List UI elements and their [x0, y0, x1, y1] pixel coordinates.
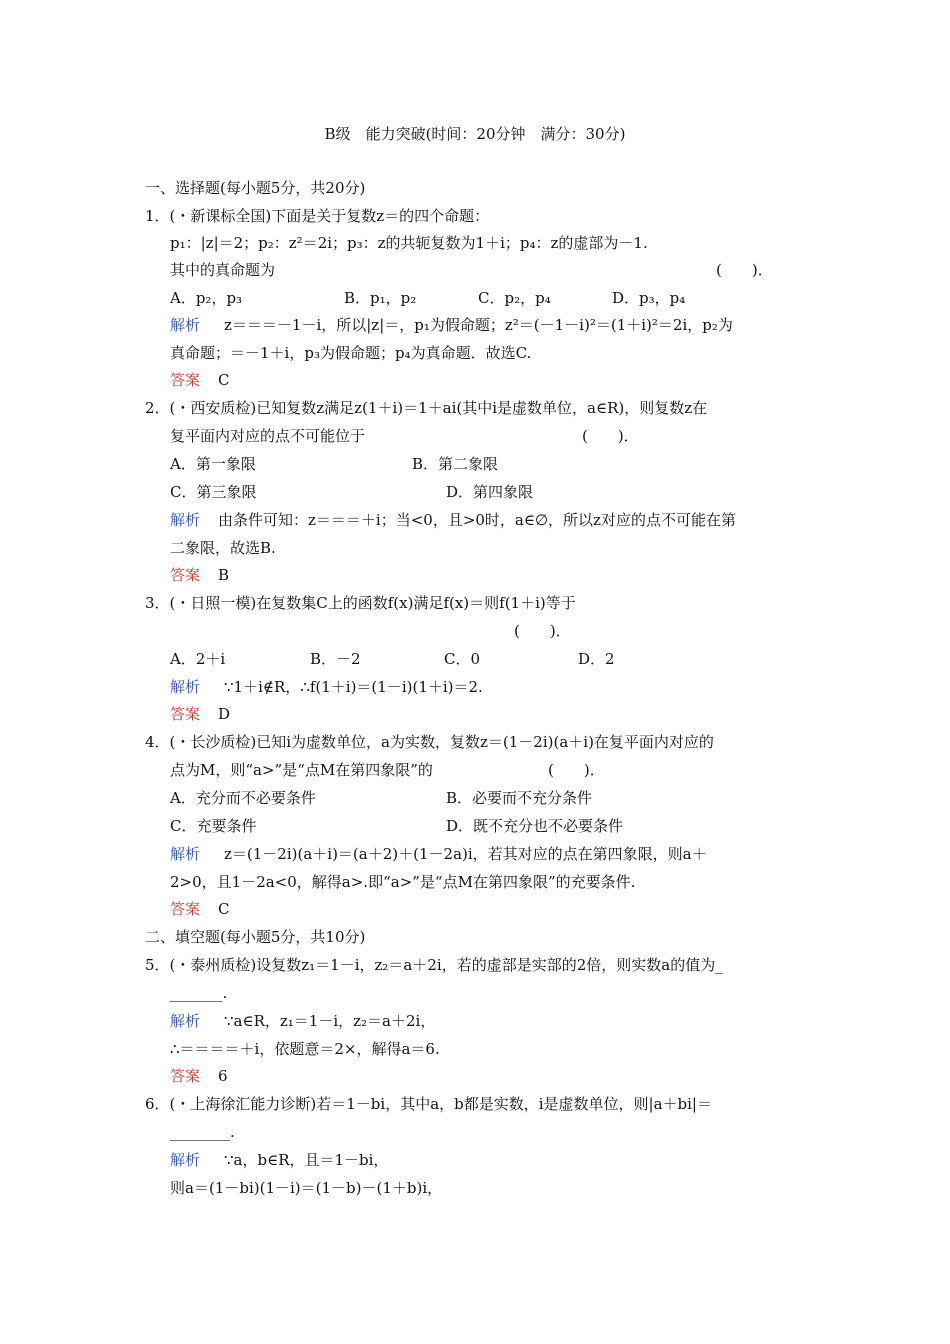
- q5-analysis-line2: ∴＝＝＝＝＋i，依题意＝2×，解得a＝6.: [170, 1040, 440, 1058]
- q1-answer-label: 答案: [170, 371, 201, 389]
- q5-answer: 6: [218, 1067, 228, 1085]
- q5-stem-line1: 5．(・泰州质检)设复数z₁＝1－i，z₂＝a＋2i，若的虚部是实部的2倍，则实数a的值为_: [145, 956, 723, 974]
- q2-answer-label: 答案: [170, 566, 201, 584]
- q1-analysis-line2: 真命题；＝－1＋i，p₃为假命题；p₄为真命题．故选C.: [170, 344, 532, 362]
- q1-option-c: C．p₂，p₄: [478, 289, 551, 307]
- q1-answer-paren: ( )．: [716, 261, 773, 279]
- q2-answer-paren: ( )．: [582, 427, 639, 445]
- q4-answer-label: 答案: [170, 900, 201, 918]
- q4-option-a: A．充分而不必要条件: [170, 789, 316, 807]
- q3-option-c: C．0: [444, 650, 481, 668]
- q4-stem-line1: 4．(・长沙质检)已知i为虚数单位，a为实数，复数z＝(1－2i)(a＋i)在复平面内对应的: [145, 733, 714, 751]
- q3-analysis-label: 解析: [170, 678, 201, 696]
- q1-option-d: D．p₃，p₄: [612, 289, 686, 307]
- q2-answer: B: [218, 566, 230, 584]
- q1-ask: 其中的真命题为: [170, 261, 276, 279]
- q5-analysis-line1: ∵a∈R，z₁＝1－i，z₂＝a＋2i，: [224, 1012, 436, 1030]
- q1-stem: 1．(・新课标全国)下面是关于复数z＝的四个命题：: [145, 207, 490, 225]
- q1-answer: C: [218, 371, 230, 389]
- q6-stem-line1: 6．(・上海徐汇能力诊断)若＝1－bi，其中a，b都是实数，i是虚数单位，则|a＋bi|＝: [145, 1095, 712, 1113]
- q2-option-c: C．第三象限: [170, 483, 257, 501]
- q2-option-d: D．第四象限: [446, 483, 534, 501]
- q4-analysis-line1: z＝(1－2i)(a＋i)＝(a＋2)＋(1－2a)i，若其对应的点在第四象限，则a＋: [224, 845, 707, 863]
- q1-option-b: B．p₁，p₂: [344, 289, 417, 307]
- q5-stem-line2: _______.: [170, 984, 228, 1002]
- q3-analysis-line1: ∵1＋i∉R，∴f(1＋i)＝(1－i)(1＋i)＝2.: [224, 678, 483, 696]
- q3-answer-paren: ( )．: [514, 622, 571, 640]
- q2-analysis-label: 解析: [170, 511, 201, 529]
- q4-answer: C: [218, 900, 230, 918]
- q6-analysis-label: 解析: [170, 1151, 201, 1169]
- q3-answer: D: [218, 705, 231, 723]
- q4-answer-paren: ( )．: [548, 761, 605, 779]
- q2-analysis-line1: 由条件可知：z＝＝＝＋i；当<0，且>0时，a∈∅，所以z对应的点不可能在第: [218, 511, 736, 529]
- q4-option-c: C．充要条件: [170, 817, 257, 835]
- q4-analysis-line2: 2>0，且1－2a<0，解得a>.即“a>”是“点M在第四象限”的充要条件.: [170, 873, 636, 891]
- q2-option-a: A．第一象限: [170, 455, 256, 473]
- q2-stem-line2: 复平面内对应的点不可能位于: [170, 427, 366, 445]
- q6-analysis-line1: ∵a，b∈R，且＝1－bi，: [224, 1151, 389, 1169]
- q5-answer-label: 答案: [170, 1067, 201, 1085]
- q3-option-b: B．－2: [310, 650, 361, 668]
- section-heading-choice: 一、选择题(每小题5分，共20分): [145, 179, 366, 197]
- q4-stem-line2: 点为M，则“a>”是“点M在第四象限”的: [170, 761, 433, 779]
- q2-stem-line1: 2．(・西安质检)已知复数z满足z(1＋i)＝1＋ai(其中i是虚数单位，a∈R)，则复数z在: [145, 399, 708, 417]
- q1-option-a: A．p₂，p₃: [170, 289, 243, 307]
- q6-analysis-line2: 则a＝(1－bi)(1－i)＝(1－b)－(1＋b)i，: [170, 1179, 443, 1197]
- q1-analysis-label: 解析: [170, 316, 201, 334]
- q2-analysis-line2: 二象限，故选B.: [170, 539, 276, 557]
- q5-analysis-label: 解析: [170, 1012, 201, 1030]
- q4-option-b: B．必要而不充分条件: [446, 789, 593, 807]
- q4-analysis-label: 解析: [170, 845, 201, 863]
- q3-option-a: A．2＋i: [170, 650, 226, 668]
- q3-option-d: D．2: [578, 650, 615, 668]
- q1-analysis-line1: z＝＝＝－1－i，所以|z|＝，p₁为假命题；z²＝(－1－i)²＝(1＋i)²＝2i，p₂为: [224, 316, 733, 334]
- q1-propositions: p₁：|z|＝2；p₂：z²＝2i；p₃：z的共轭复数为1＋i；p₄：z的虚部为－1.: [170, 234, 648, 252]
- section-heading-fill: 二、填空题(每小题5分，共10分): [145, 928, 366, 946]
- q6-stem-line2: ________.: [170, 1123, 235, 1141]
- q3-stem: 3．(・日照一模)在复数集C上的函数f(x)满足f(x)＝则f(1＋i)等于: [145, 594, 576, 612]
- q3-answer-label: 答案: [170, 705, 201, 723]
- q4-option-d: D．既不充分也不必要条件: [446, 817, 624, 835]
- q2-option-b: B．第二象限: [412, 455, 499, 473]
- page-title: B级 能力突破(时间：20分钟 满分：30分): [324, 125, 626, 143]
